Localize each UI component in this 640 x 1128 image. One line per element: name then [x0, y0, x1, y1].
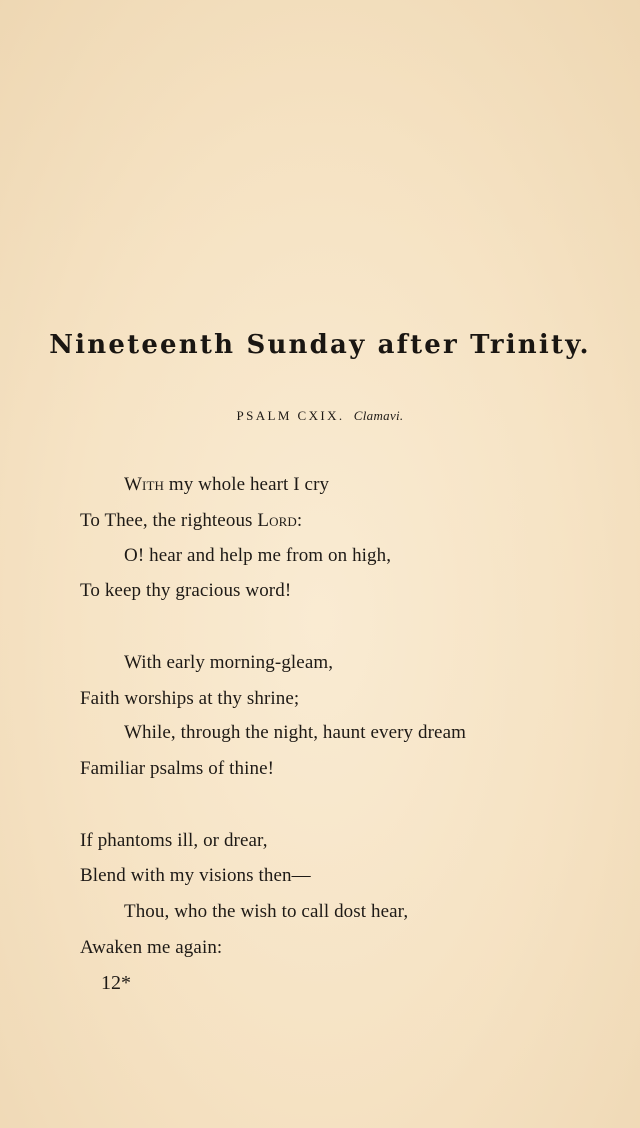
psalm-heading	[0, 408, 640, 424]
verse-line	[80, 865, 311, 887]
verse-line	[80, 510, 302, 532]
verse-line-text: Thou, who the wish to call dost hear,	[124, 901, 409, 922]
verse-line-text: While, through the night, haunt every dream	[124, 722, 466, 743]
verse-line-text: my whole heart I cry	[164, 474, 330, 495]
verse-line	[124, 722, 466, 744]
verse-line	[124, 901, 408, 923]
verse-line-punct: :	[296, 510, 303, 531]
verse-line	[124, 545, 391, 567]
verse-line	[124, 652, 333, 674]
verse-line	[80, 937, 222, 959]
verse-line-text: To Thee, the righteous	[80, 510, 258, 531]
verse-line-lead: With	[124, 474, 164, 495]
verse-line	[124, 474, 329, 496]
psalm-number: PSALM CXIX.	[236, 408, 345, 423]
verse-line-text: To keep thy gracious word!	[80, 580, 292, 601]
verse-line-text: O! hear and help me from on high,	[124, 545, 392, 566]
verse-line-text: With early morning-gleam,	[124, 652, 334, 673]
signature-mark: 12*	[101, 972, 131, 994]
verse-line-text: Familiar psalms of thine!	[80, 758, 275, 779]
verse-line	[80, 580, 291, 602]
verse-line-text: Blend with my visions then—	[80, 865, 311, 886]
verse-line	[80, 758, 274, 780]
page-title: Nineteenth Sunday after Trinity.	[49, 330, 591, 360]
verse-line-divine-name: Lord	[257, 510, 297, 531]
verse-line	[80, 830, 268, 852]
verse-line-text: Faith worships at thy shrine;	[80, 688, 300, 709]
psalm-latin-incipit: Clamavi.	[353, 408, 404, 423]
verse-line	[80, 688, 299, 710]
verse-line-text: If phantoms ill, or drear,	[80, 830, 268, 851]
verse-line-text: Awaken me again:	[80, 937, 223, 958]
